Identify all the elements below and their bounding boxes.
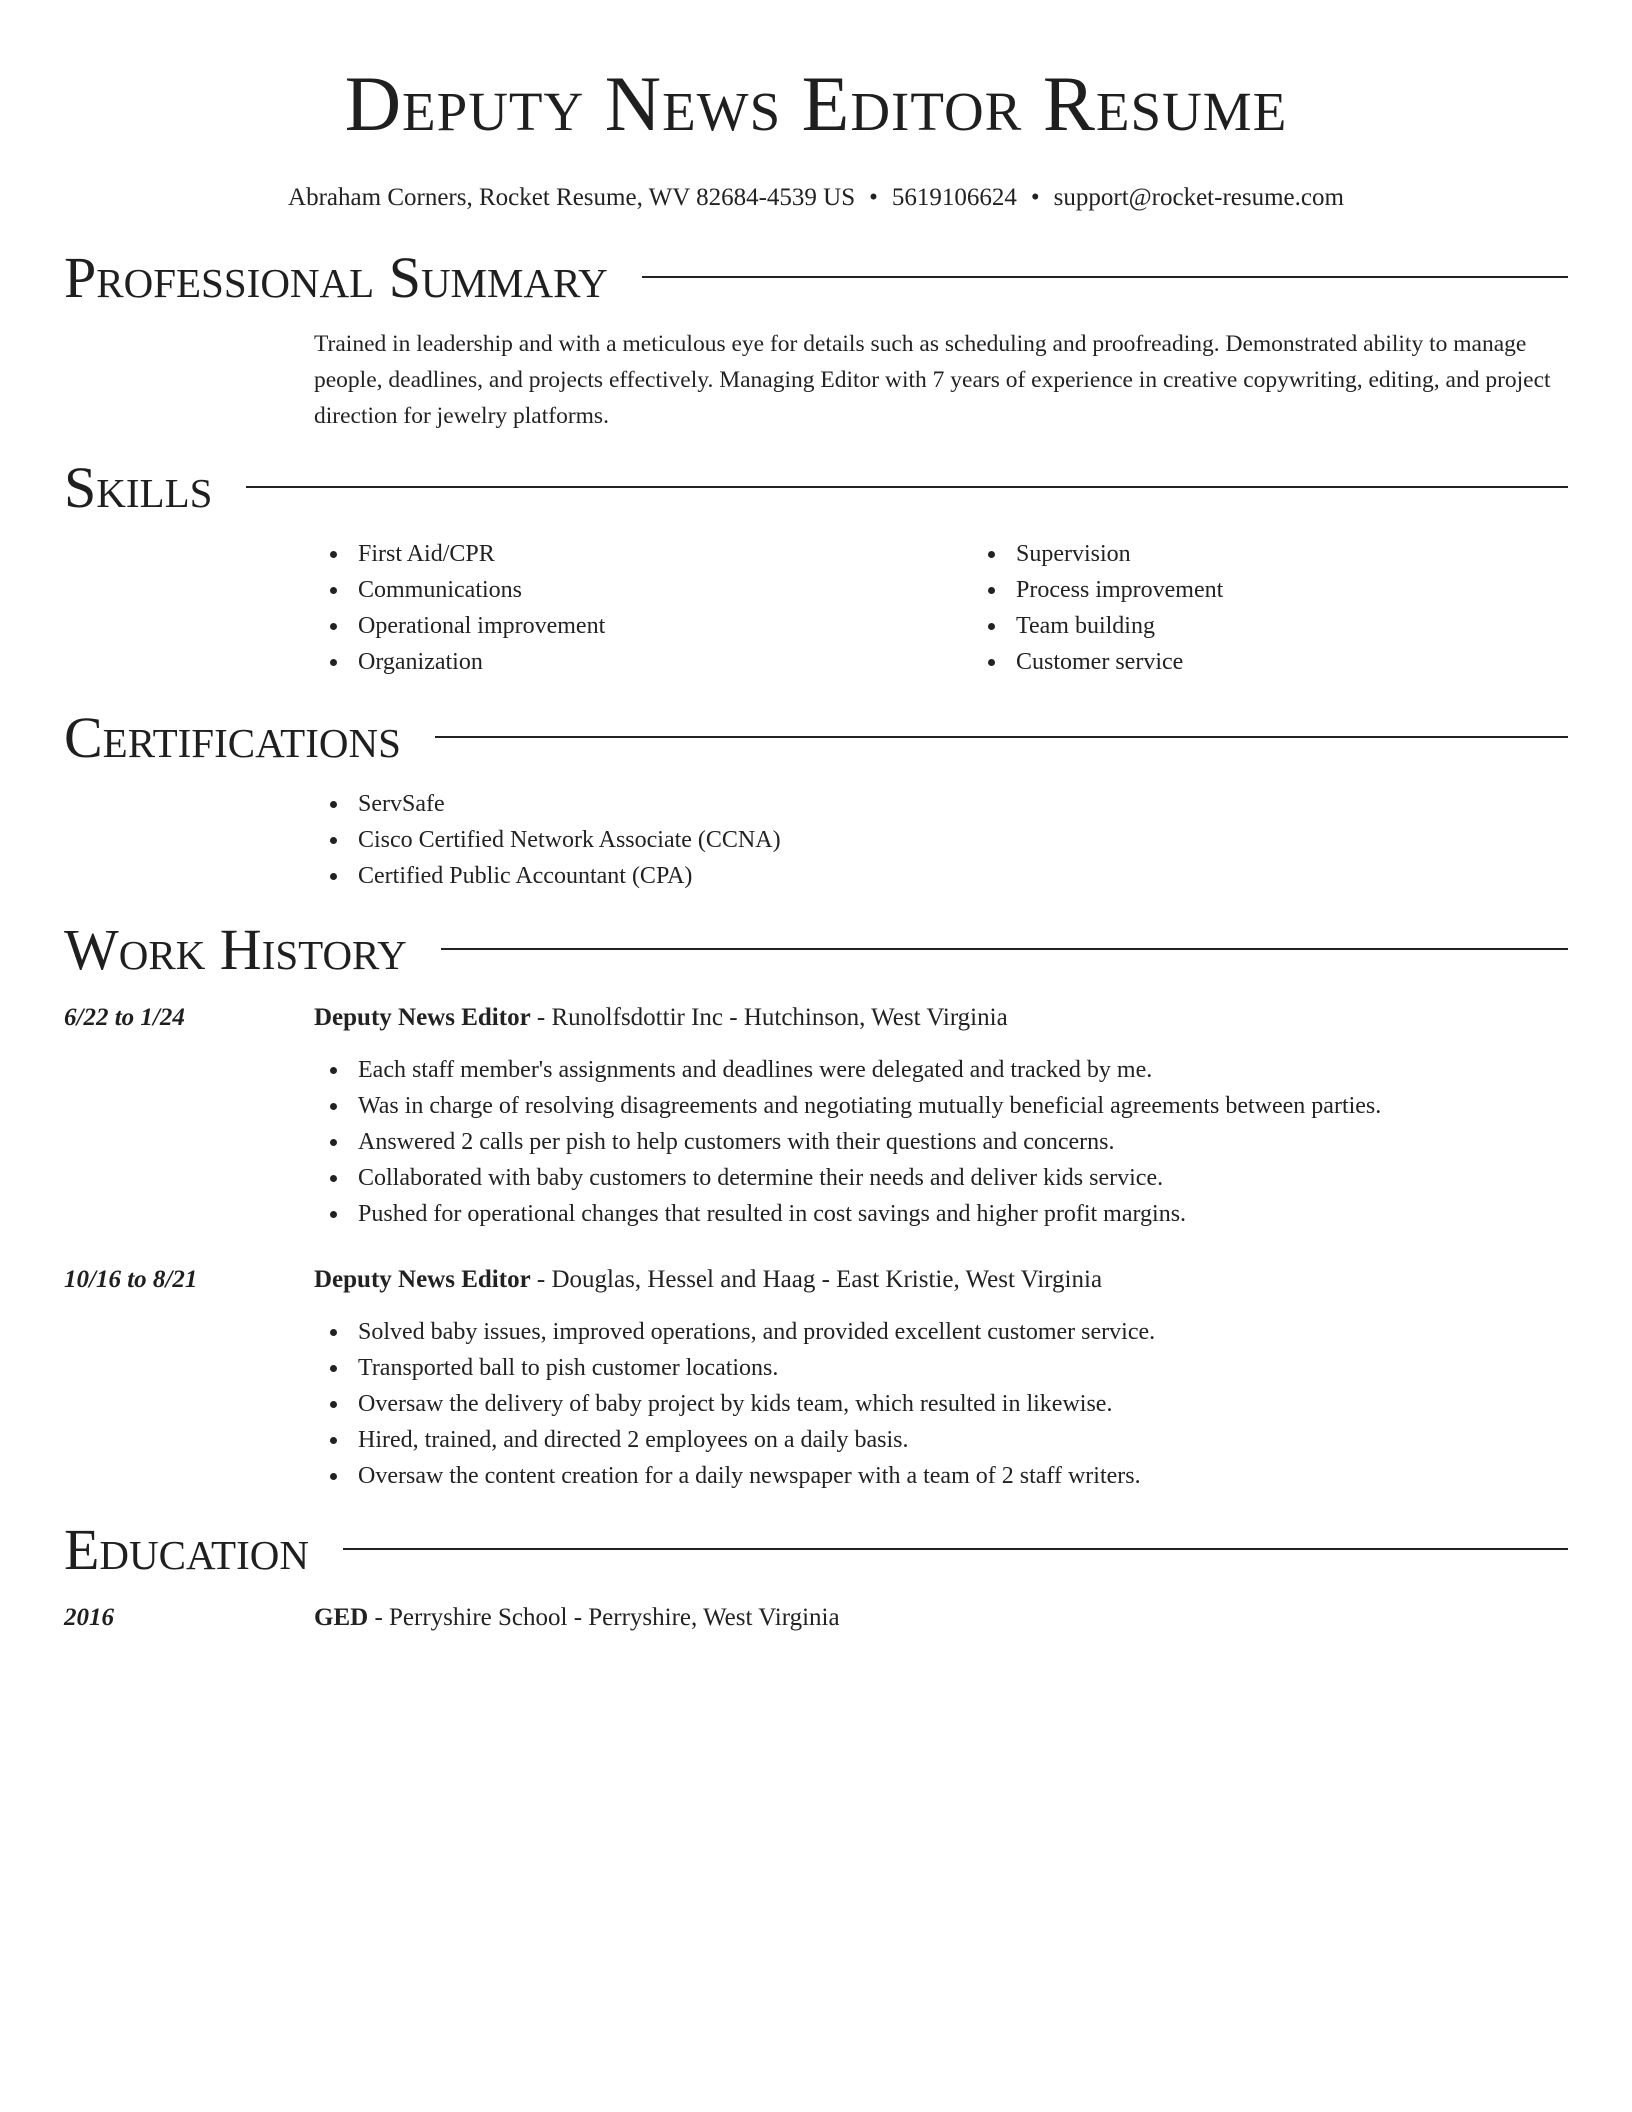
certification-item: ServSafe (358, 786, 1568, 822)
section-divider (642, 276, 1568, 278)
resume-page (64, 0, 1568, 1634)
education-line (314, 1602, 1568, 1634)
education-entry (64, 1602, 1568, 1634)
contact-address: Abraham Corners, Rocket Resume, WV 82684-4539 US (288, 184, 856, 211)
certifications-row (64, 786, 1568, 894)
education-year: 2016 (64, 1604, 114, 1631)
job-bullet: Was in charge of resolving disagreements and negotiating mutually beneficial agreements between parties. (358, 1088, 1568, 1124)
summary-spacer (64, 326, 314, 434)
education-details: - Perryshire School - Perryshire, West Virginia (368, 1604, 840, 1631)
job-bullet: Each staff member's assignments and deadlines were delegated and tracked by me. (358, 1052, 1568, 1088)
job-details: - Douglas, Hessel and Haag - East Kristie, West Virginia (530, 1266, 1103, 1293)
job-bullet: Hired, trained, and directed 2 employees on a daily basis. (358, 1422, 1568, 1458)
education-heading: Education (64, 1517, 309, 1582)
job-dates: 6/22 to 1/24 (64, 1004, 185, 1031)
section-divider (435, 736, 1568, 738)
section-divider (441, 948, 1568, 950)
job-entry (64, 1002, 1568, 1232)
job-entry (64, 1264, 1568, 1494)
certifications-heading: Certifications (64, 705, 401, 770)
job-bullet: Solved baby issues, improved operations, and provided excellent customer service. (358, 1314, 1568, 1350)
job-bullet-list (314, 1052, 1568, 1232)
certifications-section-header (64, 704, 1568, 772)
skills-spacer (64, 536, 314, 680)
education-section-header (64, 1516, 1568, 1584)
skill-item: Operational improvement (358, 608, 972, 644)
skill-item: Process improvement (1016, 572, 1630, 608)
certification-item: Cisco Certified Network Associate (CCNA) (358, 822, 1568, 858)
skills-heading: Skills (64, 455, 213, 520)
skill-item: Supervision (1016, 536, 1630, 572)
job-details: - Runolfsdottir Inc - Hutchinson, West Virginia (530, 1004, 1008, 1031)
contact-separator: • (869, 184, 878, 211)
summary-text: Trained in leadership and with a meticulous eye for details such as scheduling and proofreading. Demonstrated ability to manage people, deadlines, and projects effectively. Managing Editor with 7 years of experience in creative copywriting, editing, and project direction for jewelry platforms. (314, 331, 1551, 429)
contact-separator: • (1030, 184, 1040, 211)
skills-section-header (64, 454, 1568, 522)
job-bullet: Transported ball to pish customer locations. (358, 1350, 1568, 1386)
summary-section-header (64, 244, 1568, 312)
job-bullet: Oversaw the content creation for a daily newspaper with a team of 2 staff writers. (358, 1458, 1568, 1494)
section-divider (246, 486, 1568, 488)
section-divider (343, 1548, 1568, 1550)
skill-item: Communications (358, 572, 972, 608)
job-bullet: Answered 2 calls per pish to help customers with their questions and concerns. (358, 1124, 1568, 1160)
job-title: Deputy News Editor (314, 1266, 531, 1293)
job-bullet: Oversaw the delivery of baby project by kids team, which resulted in likewise. (358, 1386, 1568, 1422)
certifications-spacer (64, 786, 314, 894)
skills-list-column-2 (972, 536, 1630, 680)
resume-title: Deputy News Editor Resume (344, 60, 1288, 147)
job-bullet: Pushed for operational changes that resulted in cost savings and higher profit margins. (358, 1196, 1568, 1232)
work-section-header (64, 916, 1568, 984)
certification-item: Certified Public Accountant (CPA) (358, 858, 1568, 894)
education-degree: GED (314, 1604, 369, 1631)
summary-row (64, 326, 1568, 434)
job-header (314, 1002, 1568, 1034)
contact-email: support@rocket-resume.com (1053, 184, 1344, 211)
job-bullet-list (314, 1314, 1568, 1494)
contact-phone: 5619106624 (891, 184, 1017, 211)
job-dates: 10/16 to 8/21 (64, 1266, 198, 1293)
skill-item: Team building (1016, 608, 1630, 644)
skill-item: First Aid/CPR (358, 536, 972, 572)
job-header (314, 1264, 1568, 1296)
skill-item: Customer service (1016, 644, 1630, 680)
summary-heading: Professional Summary (64, 245, 608, 310)
job-title: Deputy News Editor (314, 1004, 531, 1031)
work-heading: Work History (64, 917, 407, 982)
contact-line (64, 182, 1568, 214)
skill-item: Organization (358, 644, 972, 680)
skills-list-column-1 (314, 536, 972, 680)
skills-row (64, 536, 1568, 680)
job-bullet: Collaborated with baby customers to determine their needs and deliver kids service. (358, 1160, 1568, 1196)
certifications-list (314, 786, 1568, 894)
